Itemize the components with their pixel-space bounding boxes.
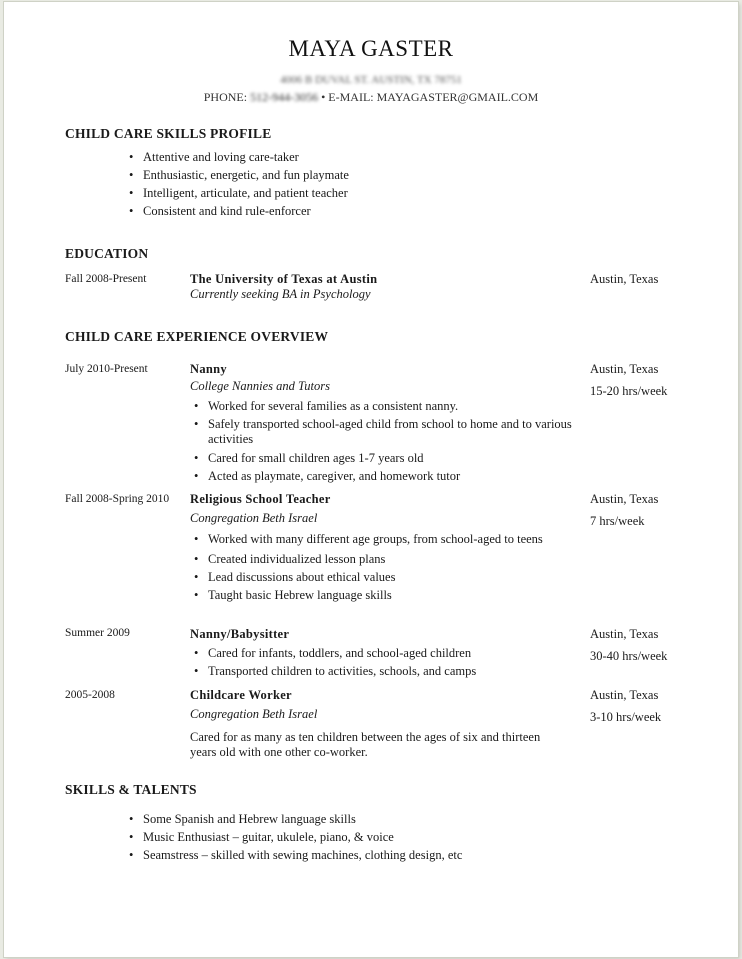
job-date: Fall 2008-Spring 2010 bbox=[65, 493, 170, 505]
list-item: • Lead discussions about ethical values bbox=[194, 568, 574, 586]
list-item: • Consistent and kind rule-enforcer bbox=[129, 202, 349, 220]
job-description: Cared for as many as ten children between the ages of six and thirteen years old with one other co-worker. bbox=[190, 730, 541, 759]
phone-number: 512-944-3056 bbox=[250, 90, 319, 104]
contact-line bbox=[4, 90, 738, 105]
job-organization: Congregation Beth Israel bbox=[190, 511, 318, 525]
job-role: Nanny bbox=[190, 362, 227, 376]
list-item: • Attentive and loving care-taker bbox=[129, 148, 349, 166]
list-item: • Taught basic Hebrew language skills bbox=[194, 586, 574, 604]
job-bullets bbox=[194, 397, 574, 485]
list-item: • Transported children to activities, schools, and camps bbox=[194, 662, 574, 680]
list-item: • Cared for small children ages 1-7 years old bbox=[194, 449, 574, 467]
job-bullets bbox=[194, 532, 574, 604]
job-hours: 7 hrs/week bbox=[590, 514, 645, 528]
job-hours: 15-20 hrs/week bbox=[590, 384, 668, 398]
section-title-education: EDUCATION bbox=[65, 246, 149, 261]
job-organization: Congregation Beth Israel bbox=[190, 707, 318, 721]
list-item: • Some Spanish and Hebrew language skills bbox=[129, 810, 462, 828]
education-location: Austin, Texas bbox=[590, 272, 659, 286]
list-item: • Music Enthusiast – guitar, ukulele, piano, & voice bbox=[129, 828, 462, 846]
job-location: Austin, Texas bbox=[590, 688, 659, 702]
list-item: • Worked for several families as a consistent nanny. bbox=[194, 397, 574, 415]
job-date: July 2010-Present bbox=[65, 363, 148, 375]
resume-page bbox=[4, 2, 738, 957]
email-label: • E-MAIL: bbox=[321, 90, 374, 104]
job-hours: 3-10 hrs/week bbox=[590, 710, 662, 724]
job-date: Summer 2009 bbox=[65, 627, 130, 639]
skills-profile-list bbox=[129, 148, 349, 220]
education-detail: Currently seeking BA in Psychology bbox=[190, 287, 371, 301]
job-date: 2005-2008 bbox=[65, 689, 115, 701]
job-role: Religious School Teacher bbox=[190, 492, 331, 506]
skills-talents-list bbox=[129, 810, 462, 864]
education-date: Fall 2008-Present bbox=[65, 273, 147, 285]
education-school: The University of Texas at Austin bbox=[190, 272, 378, 286]
job-bullets bbox=[194, 644, 574, 680]
list-item: • Safely transported school-aged child from school to home and to various activities bbox=[194, 417, 574, 447]
section-title-experience: CHILD CARE EXPERIENCE OVERVIEW bbox=[65, 329, 329, 344]
job-organization: College Nannies and Tutors bbox=[190, 379, 330, 393]
section-title-skills-profile: CHILD CARE SKILLS PROFILE bbox=[65, 126, 272, 141]
job-location: Austin, Texas bbox=[590, 362, 659, 376]
job-location: Austin, Texas bbox=[590, 627, 659, 641]
list-item: • Acted as playmate, caregiver, and homework tutor bbox=[194, 467, 574, 485]
phone-label: PHONE: bbox=[203, 90, 248, 104]
section-title-skills-talents: SKILLS & TALENTS bbox=[65, 782, 197, 797]
job-role: Nanny/Babysitter bbox=[190, 627, 290, 641]
address-line: 4006 B DUVAL ST. AUSTIN, TX 78751 bbox=[280, 74, 462, 86]
candidate-name: MAYA GASTER bbox=[288, 36, 454, 61]
job-location: Austin, Texas bbox=[590, 492, 659, 506]
list-item: • Cared for infants, toddlers, and school-aged children bbox=[194, 644, 574, 662]
list-item: • Created individualized lesson plans bbox=[194, 550, 574, 568]
job-role: Childcare Worker bbox=[190, 688, 292, 702]
list-item: • Worked with many different age groups, from school-aged to teens bbox=[194, 532, 574, 547]
list-item: • Intelligent, articulate, and patient teacher bbox=[129, 184, 349, 202]
list-item: • Enthusiastic, energetic, and fun playmate bbox=[129, 166, 349, 184]
email-address: MAYAGASTER@GMAIL.COM bbox=[376, 90, 539, 104]
job-hours: 30-40 hrs/week bbox=[590, 649, 668, 663]
list-item: • Seamstress – skilled with sewing machines, clothing design, etc bbox=[129, 846, 462, 864]
